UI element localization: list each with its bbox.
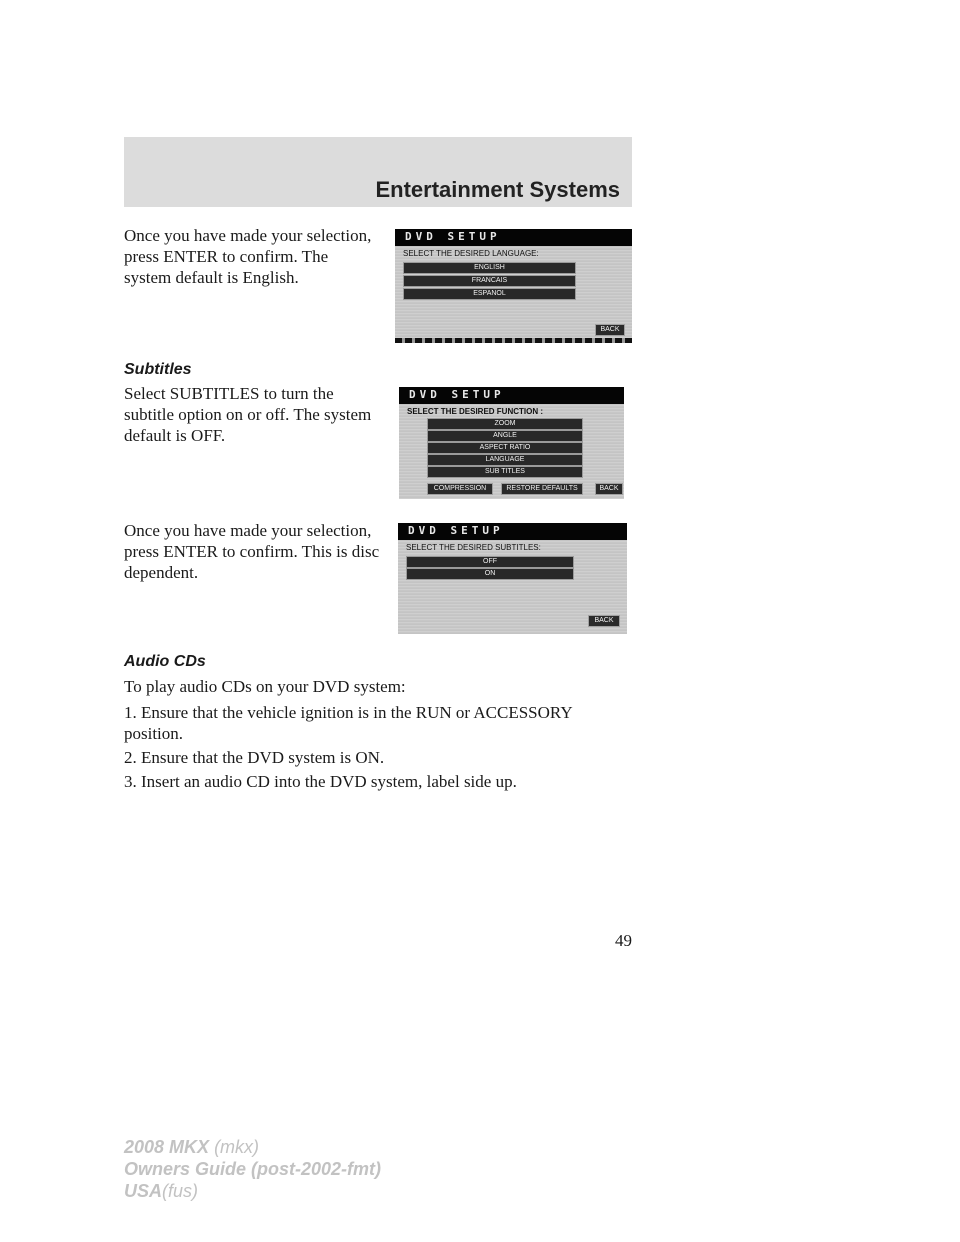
screen-title: DVD SETUP xyxy=(405,230,501,243)
option-off[interactable]: OFF xyxy=(406,556,574,568)
option-zoom[interactable]: ZOOM xyxy=(427,418,583,430)
audio-cds-heading: Audio CDs xyxy=(124,653,206,670)
step-1: 1. Ensure that the vehicle ignition is in the RUN or ACCESSORY position. xyxy=(124,703,572,743)
option-aspect-ratio[interactable]: ASPECT RATIO xyxy=(427,442,583,454)
option-espanol[interactable]: ESPANOL xyxy=(403,288,576,300)
option-angle[interactable]: ANGLE xyxy=(427,430,583,442)
dvd-setup-function-screen xyxy=(399,387,624,499)
compression-button[interactable]: COMPRESSION xyxy=(427,483,493,495)
screen-bottom-edge xyxy=(395,338,632,343)
back-button[interactable]: BACK xyxy=(588,615,620,627)
option-language[interactable]: LANGUAGE xyxy=(427,454,583,466)
screen-title: DVD SETUP xyxy=(409,388,505,401)
screen-prompt: SELECT THE DESIRED SUBTITLES: xyxy=(406,543,541,552)
header-band xyxy=(124,137,632,207)
screen-title-bar xyxy=(399,387,624,404)
option-on[interactable]: ON xyxy=(406,568,574,580)
back-button[interactable]: BACK xyxy=(595,483,623,495)
footer-region-code: (fus) xyxy=(162,1181,199,1201)
page-number: 49 xyxy=(615,931,632,950)
screen-prompt: SELECT THE DESIRED LANGUAGE: xyxy=(403,249,539,258)
option-francais[interactable]: FRANCAIS xyxy=(403,275,576,287)
restore-defaults-button[interactable]: RESTORE DEFAULTS xyxy=(501,483,583,495)
dvd-setup-language-screen xyxy=(395,229,632,343)
paragraph-subtitles: Select SUBTITLES to turn the subtitle option on or off. The system default is OFF. xyxy=(124,384,372,445)
screen-prompt: SELECT THE DESIRED FUNCTION : xyxy=(407,407,544,416)
screen-title-bar xyxy=(398,523,627,540)
screen-title: DVD SETUP xyxy=(408,524,504,537)
footer-model-code: (mkx) xyxy=(214,1137,260,1157)
footer-region: USA xyxy=(124,1181,163,1201)
screen-title-bar xyxy=(395,229,632,246)
option-english[interactable]: ENGLISH xyxy=(403,262,576,274)
back-button[interactable]: BACK xyxy=(595,324,625,336)
footer-line-model xyxy=(124,1136,381,1158)
paragraph-audio-intro: To play audio CDs on your DVD system: xyxy=(124,677,406,696)
footer-line-region xyxy=(124,1180,381,1202)
paragraph-disc-dependent: Once you have made your selection, press ENTER to confirm. This is disc dependent. xyxy=(124,521,380,582)
footer xyxy=(124,1136,381,1202)
footer-model: 2008 MKX xyxy=(124,1137,210,1157)
footer-line-guide xyxy=(124,1158,381,1180)
paragraph-selection-confirm: Once you have made your selection, press ENTER to confirm. The system default is English. xyxy=(124,226,372,287)
section-title: Entertainment Systems xyxy=(375,177,620,202)
subtitles-heading: Subtitles xyxy=(124,361,192,378)
step-3: 3. Insert an audio CD into the DVD system, label side up. xyxy=(124,772,517,791)
option-sub-titles[interactable]: SUB TITLES xyxy=(427,466,583,478)
dvd-setup-subtitles-screen xyxy=(398,523,627,634)
footer-guide: Owners Guide (post-2002-fmt) xyxy=(124,1159,382,1179)
step-2: 2. Ensure that the DVD system is ON. xyxy=(124,748,385,767)
